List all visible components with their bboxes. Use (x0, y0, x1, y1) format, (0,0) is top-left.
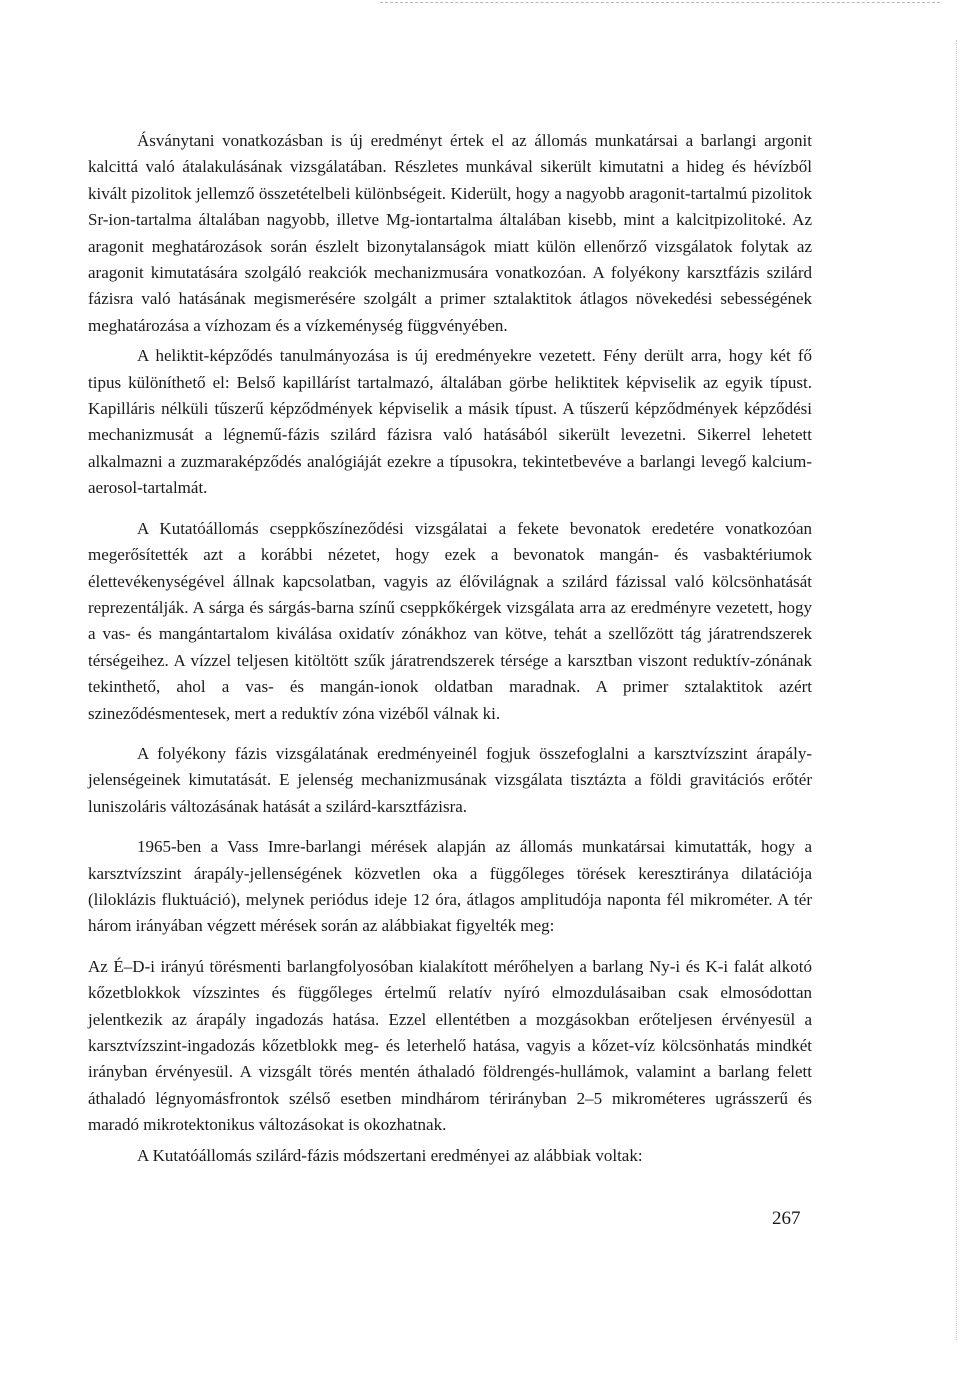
page-number: 267 (772, 1208, 801, 1229)
paragraph-liquid-phase: A folyékony fázis vizsgálatának eredményeinél fogjuk összefoglalni a karsztvízszint árapály-jelenségeinek kimutatását. E jelenség mechanizmusának vizsgálata tisztázta a földi gravitációs erőtér luniszoláris változásának hatását a szilárd-karsztfázisra. (88, 743, 812, 816)
paragraph-results-intro: A Kutatóállomás szilárd-fázis módszertani eredményei az alábbiak voltak: (137, 1145, 643, 1165)
paragraph-coloration: A Kutatóállomás cseppkőszíneződési vizsgálatai a fekete bevonatok eredetére vonatkozóan megerősítették azt a korábbi nézetet, hogy ezek a bevonatok mangán- és vasbaktériumok élettevékenységével állnak kapcsolatban, vagyis az élővilágnak a szilárd fázissal való kölcsönhatását reprezentálják. A sárga és sárgás-barna színű cseppkőkérgek vizsgálata arra az eredményre vezetett, hogy a vas- és mangántartalom kiválása oxidatív zónákhoz van kötve, tehát a szellőzött tág járatrendszerek térségeihez. A vízzel teljesen kitöltött szűk járatrendszerek térsége a karsztban viszont reduktív-zónának tekinthető, ahol a vas- és mangán-ionok oldatban maradnak. A primer sztalaktitok azért szineződésmentesek, mert a reduktív zóna vizéből válnak ki. (88, 518, 812, 723)
paragraph-mineralogy: Ásványtani vonatkozásban is új eredményt értek el az állomás munkatársai a barlangi argonit kalcittá való átalakulásának vizsgálatában. Részletes munkával sikerült kimutatni a hideg és hévízből kivált pizolitok jellemző összetételbeli különbségeit. Kiderült, hogy a nagyobb aragonit-tartalmú pizolitok Sr-ion-tartalma általában nagyobb, illetve Mg-iontartalma általában kisebb, mint a kalcitpizolitoké. Az aragonit meghatározások során észlelt bizonytalanságok miatt külön ellenőrző vizsgálatok folytak az aragonit kimutatására szolgáló reakciók mechanizmusára vonatkozóan. A folyékony karsztfázis szilárd fázisra való hatásának megismerésére szolgált a primer sztalaktitok átlagos növekedési sebességének meghatározása a vízhozam és a vízkeménység függvényében. (88, 131, 812, 335)
paragraph-helictite: A heliktit-képződés tanulmányozása is új eredményekre vezetett. Fény derült arra, hogy két fő tipus különíthető el: Belső kapilláríst tartalmazó, általában görbe heliktitek képviselik az egyik típust. Kapilláris nélküli tűszerű képződmények képviselik a másik típust. A tűszerű képződmények képződési mechanizmusát a légnemű-fázis szilárd fázisra való hatásából sikerült levezetni. Sikerrel lehetett alkalmazni a zuzmaraképződés analógiáját ezekre a típusokra, tekintetbevéve a barlangi levegő kalcium-aerosol-tartalmát. (88, 346, 812, 498)
paragraph-vass-imre: 1965-ben a Vass Imre-barlangi mérések alapján az állomás munkatársai kimutatták, hogy a karsztvízszint árapály-jellenségének közvetlen oka a függőleges törések keresztiránya dilatációja (liloklázis fluktuáció), melynek periódus ideje 12 óra, átlagos amplitudója naponta fél mikrométer. A tér három irányában végzett mérések során az alábbiakat figyelték meg: (88, 837, 812, 936)
paragraph-measurement: Az É–D-i irányú törésmenti barlangfolyosóban kialakított mérőhelyen a barlang Ny-i és K-i falát alkotó kőzetblokkok vízszintes és függőleges értelmű relatív nyíró elmozdulásaiban csak elmosódottan jelentkezik az árapály ingadozás hatása. Ezzel ellentétben a mozgásokban erőteljesen érvényesül a karsztvízszint-ingadozás kőzetblokk meg- és leterhelő hatása, vagyis a kőzet-víz kölcsönhatás mindkét irányban érvényesül. A vizsgált törés mentén áthaladó földrengés-hullámok, valamint a barlang felett áthaladó légnyomásfrontok szélső esetben mindhárom térirányban 2–5 mikrométeres ugrásszerű és maradó mikrotektonikus változásokat is okozhatnak. (88, 956, 812, 1135)
scan-edge-top (380, 2, 940, 5)
page-body (88, 128, 812, 1169)
scan-edge-right (956, 40, 958, 1340)
